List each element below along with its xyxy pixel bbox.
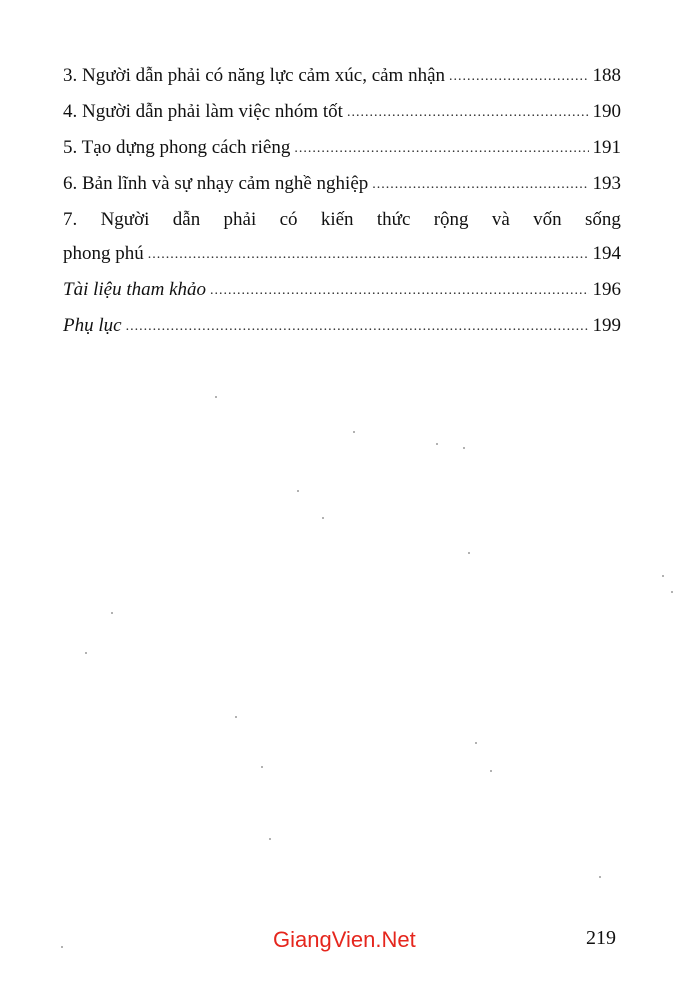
toc-word: và	[491, 209, 510, 230]
dot-leader	[126, 315, 589, 339]
toc-word: rộng	[433, 209, 469, 230]
toc-entry-7-line-2	[63, 242, 621, 266]
toc-entry-7[interactable]	[63, 208, 621, 266]
toc-entry-6[interactable]	[63, 172, 621, 196]
toc-entry-4[interactable]	[63, 100, 621, 124]
scan-speck	[111, 612, 113, 614]
scan-speck	[599, 876, 601, 878]
page-number: 219	[586, 927, 616, 949]
toc-word: thức	[376, 209, 411, 230]
toc-entry-page: 188	[592, 65, 621, 86]
scan-speck	[662, 575, 664, 577]
scan-speck	[671, 591, 673, 593]
toc-entry-label: 6. Bản lĩnh và sự nhạy cảm nghề nghiệp	[63, 173, 369, 194]
toc-entry-label: phong phú	[63, 243, 144, 264]
toc-entry-page: 194	[592, 243, 621, 264]
toc-word: Người	[100, 209, 150, 230]
toc-word: dẫn	[172, 209, 201, 230]
dot-leader	[347, 101, 589, 125]
toc-entry-page: 199	[592, 315, 621, 336]
scan-speck	[61, 946, 63, 948]
toc-entry-appendix[interactable]	[63, 314, 621, 338]
scan-speck	[269, 838, 271, 840]
toc-entry-page: 191	[592, 137, 621, 158]
toc-entry-label: Tài liệu tham khảo	[63, 279, 207, 300]
watermark-link[interactable]: GiangVien.Net	[273, 927, 416, 952]
scan-speck	[436, 443, 438, 445]
toc-word: vốn	[533, 209, 562, 230]
toc-entry-page: 190	[592, 101, 621, 122]
toc-word: 7.	[63, 209, 78, 230]
toc-word: sống	[584, 209, 621, 230]
dot-leader	[294, 137, 588, 161]
toc-entry-page: 193	[592, 173, 621, 194]
scan-speck	[297, 490, 299, 492]
toc-entry-label: Phụ lục	[63, 315, 122, 336]
toc-entry-label: 5. Tạo dựng phong cách riêng	[63, 137, 291, 158]
scan-speck	[490, 770, 492, 772]
toc-word: có	[279, 209, 298, 230]
scan-speck	[235, 716, 237, 718]
scan-speck	[85, 652, 87, 654]
toc-entry-label: 4. Người dẫn phải làm việc nhóm tốt	[63, 101, 343, 122]
toc-entry-3[interactable]	[63, 64, 621, 88]
dot-leader	[148, 243, 589, 267]
table-of-contents	[63, 64, 621, 350]
scan-speck	[215, 396, 217, 398]
scan-speck	[463, 447, 465, 449]
toc-word: phải	[223, 209, 257, 230]
dot-leader	[449, 65, 588, 89]
scan-speck	[261, 766, 263, 768]
toc-word: kiến	[320, 209, 354, 230]
toc-entry-5[interactable]	[63, 136, 621, 160]
dot-leader	[210, 279, 588, 303]
toc-entry-page: 196	[592, 279, 621, 300]
scan-speck	[322, 517, 324, 519]
toc-entry-7-line-1	[63, 208, 621, 232]
toc-entry-label: 3. Người dẫn phải có năng lực cảm xúc, cảm nhận	[63, 65, 446, 86]
dot-leader	[372, 173, 588, 197]
toc-entry-references[interactable]	[63, 278, 621, 302]
scan-speck	[475, 742, 477, 744]
scan-speck	[353, 431, 355, 433]
scan-speck	[468, 552, 470, 554]
